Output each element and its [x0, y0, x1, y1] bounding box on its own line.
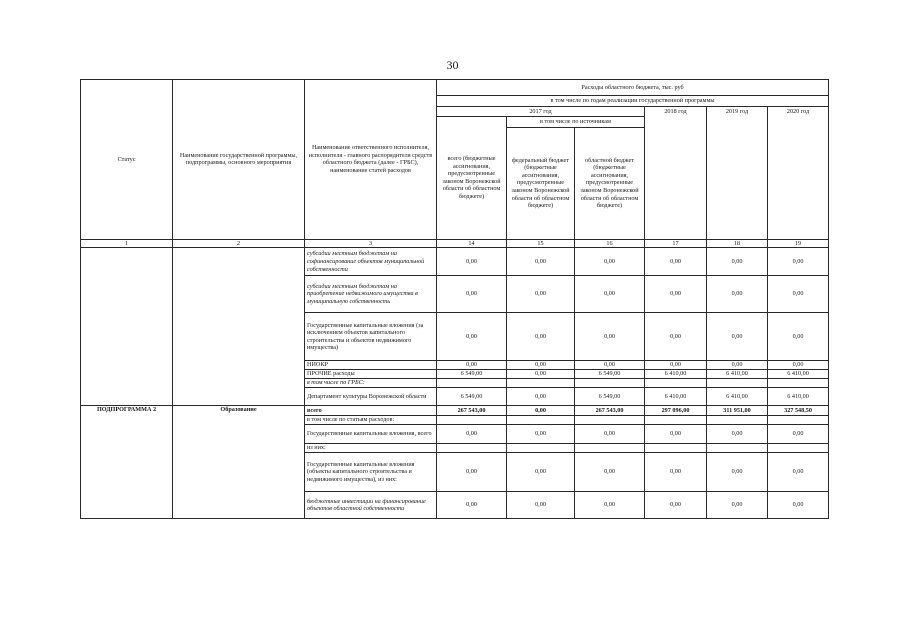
value-cell: 0,00 [707, 361, 768, 370]
page-number: 30 [446, 58, 459, 72]
value-cell: 6 410,00 [645, 370, 707, 379]
header-regional-col: областной бюджет (бюджетные ассигнования, предусмотренные законом Воронежской области об областном бюджете) [575, 127, 645, 239]
value-cell: 0,00 [575, 361, 645, 370]
expense-item: НИОКР [305, 361, 437, 370]
value-cell: 0,00 [507, 313, 575, 361]
header-total-col: всего (бюджетные ассигнования, предусмотренные законом Воронежской области об областном бюджете) [437, 117, 507, 240]
value-cell: 0,00 [768, 425, 829, 444]
expense-item: Государственные капитальные вложения, всего [305, 425, 437, 444]
value-cell: 6 410,00 [768, 370, 829, 379]
value-cell: 0,00 [437, 492, 507, 519]
column-number: 1 [81, 239, 173, 248]
column-number: 16 [575, 239, 645, 248]
value-cell [768, 379, 829, 388]
name-cell [173, 248, 305, 406]
header-year-2019: 2019 год [707, 106, 768, 239]
value-cell: 6 549,00 [437, 370, 507, 379]
column-number: 19 [768, 239, 829, 248]
value-cell [507, 379, 575, 388]
value-cell: 0,00 [645, 492, 707, 519]
value-cell: 0,00 [507, 361, 575, 370]
value-cell: 0,00 [645, 276, 707, 313]
table-row [81, 248, 829, 276]
header-status: Статус [81, 80, 173, 240]
value-cell: 0,00 [645, 453, 707, 492]
value-cell: 0,00 [707, 248, 768, 276]
status-cell [81, 248, 173, 406]
expense-item: бюджетные инвестиции на финансирование объектов областной собственности [305, 492, 437, 519]
value-cell: 0,00 [768, 492, 829, 519]
value-cell: 0,00 [575, 276, 645, 313]
value-cell: 0,00 [768, 313, 829, 361]
value-cell: 0,00 [645, 248, 707, 276]
column-number: 3 [305, 239, 437, 248]
expense-item: Государственные капитальные вложения (за исключением объектов капитального строительства и объектов недвижимого имущества) [305, 313, 437, 361]
header-by-sources: в том числе по источникам [507, 117, 645, 128]
value-cell: 6 410,00 [707, 370, 768, 379]
value-cell: 0,00 [437, 248, 507, 276]
header-federal-col: федеральный бюджет (бюджетные ассигнования, предусмотренные законом Воронежской области об областном бюджете) [507, 127, 575, 239]
value-cell: 0,00 [645, 425, 707, 444]
value-cell: 0,00 [575, 313, 645, 361]
value-cell: 6 410,00 [645, 388, 707, 406]
value-cell: 0,00 [707, 313, 768, 361]
value-cell [768, 444, 829, 453]
expense-item: всего [305, 406, 437, 416]
value-cell [575, 416, 645, 425]
value-cell: 0,00 [437, 425, 507, 444]
value-cell: 6 410,00 [768, 388, 829, 406]
header-name: Наименование государственной программы, подпрограммы, основного мероприятия [173, 80, 305, 240]
value-cell: 0,00 [575, 492, 645, 519]
expense-item: Департамент культуры Воронежской области [305, 388, 437, 406]
value-cell: 0,00 [437, 276, 507, 313]
column-number: 17 [645, 239, 707, 248]
column-number: 14 [437, 239, 507, 248]
column-number: 2 [173, 239, 305, 248]
value-cell: 0,00 [437, 313, 507, 361]
value-cell [575, 379, 645, 388]
value-cell: 0,00 [437, 453, 507, 492]
value-cell [707, 444, 768, 453]
value-cell: 297 096,00 [645, 406, 707, 416]
value-cell [437, 379, 507, 388]
value-cell: 0,00 [768, 248, 829, 276]
value-cell: 6 410,00 [707, 388, 768, 406]
value-cell: 0,00 [707, 425, 768, 444]
value-cell: 267 543,00 [575, 406, 645, 416]
value-cell: 6 549,00 [575, 388, 645, 406]
header-year-2017: 2017 год [437, 106, 645, 117]
value-cell [437, 416, 507, 425]
value-cell [707, 379, 768, 388]
value-cell: 6 549,00 [575, 370, 645, 379]
expense-item: из них: [305, 444, 437, 453]
value-cell: 0,00 [507, 370, 575, 379]
expense-item: в том числе по статьям расходов: [305, 416, 437, 425]
value-cell [575, 444, 645, 453]
value-cell: 6 549,00 [437, 388, 507, 406]
value-cell [707, 416, 768, 425]
header-year-2018: 2018 год [645, 106, 707, 239]
value-cell: 0,00 [575, 425, 645, 444]
value-cell: 0,00 [437, 361, 507, 370]
value-cell: 0,00 [575, 248, 645, 276]
value-cell: 311 951,00 [707, 406, 768, 416]
column-number: 15 [507, 239, 575, 248]
value-cell: 0,00 [707, 492, 768, 519]
table-row [81, 406, 829, 416]
value-cell: 327 548,50 [768, 406, 829, 416]
budget-table [80, 79, 829, 519]
value-cell: 0,00 [768, 453, 829, 492]
value-cell: 0,00 [507, 388, 575, 406]
value-cell: 0,00 [645, 313, 707, 361]
value-cell: 0,00 [707, 276, 768, 313]
value-cell [768, 416, 829, 425]
value-cell: 0,00 [507, 425, 575, 444]
value-cell [645, 416, 707, 425]
value-cell: 0,00 [507, 453, 575, 492]
value-cell: 267 543,00 [437, 406, 507, 416]
value-cell [645, 444, 707, 453]
value-cell [645, 379, 707, 388]
value-cell: 0,00 [507, 406, 575, 416]
value-cell: 0,00 [707, 453, 768, 492]
header-year-2020: 2020 год [768, 106, 829, 239]
value-cell: 0,00 [575, 453, 645, 492]
header-expenses: Расходы областного бюджета, тыс. руб [437, 80, 829, 96]
expense-item: ПРОЧИЕ расходы [305, 370, 437, 379]
expense-item: Государственные капитальные вложения (объекты капитального строительства и недвижимого имущества), из них: [305, 453, 437, 492]
value-cell: 0,00 [507, 276, 575, 313]
header-executor: Наименование ответственного исполнителя, исполнителя - главного распорядителя средств областного бюджета (далее - ГРБС), наименование статей расходов [305, 80, 437, 240]
value-cell: 0,00 [645, 361, 707, 370]
value-cell [507, 416, 575, 425]
header-by-years: в том числе по годам реализации государственной программы [437, 96, 829, 107]
subprogram-name: Образование [173, 406, 305, 519]
value-cell [507, 444, 575, 453]
expense-item: в том числе по ГРБС: [305, 379, 437, 388]
expense-item: субсидии местным бюджетам на софинансирование объектов муниципальной собственности [305, 248, 437, 276]
expense-item: субсидии местным бюджетам на приобретение недвижимого имущества в муниципальную собственность [305, 276, 437, 313]
subprogram-status: ПОДПРОГРАММА 2 [81, 406, 173, 519]
value-cell: 0,00 [507, 492, 575, 519]
column-number: 18 [707, 239, 768, 248]
value-cell: 0,00 [768, 361, 829, 370]
value-cell: 0,00 [507, 248, 575, 276]
value-cell [437, 444, 507, 453]
value-cell: 0,00 [768, 276, 829, 313]
